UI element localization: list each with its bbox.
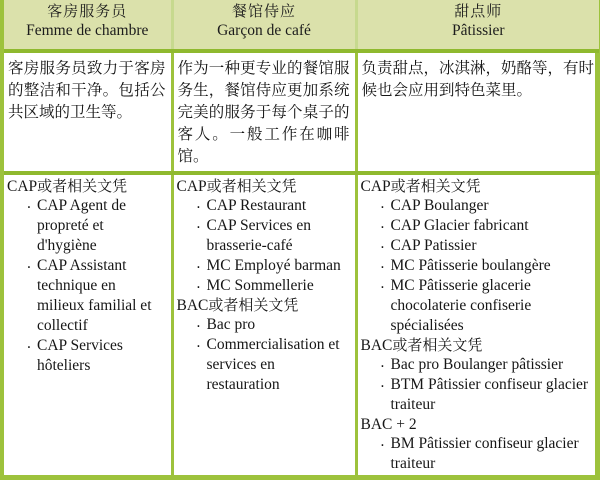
header-title-fr-3: Pâtissier (451, 22, 505, 39)
header-title-fr-2: Garçon de café (217, 22, 311, 39)
qualification-group-note: 或者相关文凭 (208, 296, 299, 314)
professions-table (4, 0, 599, 478)
qualification-list-item: . MC Pâtisserie glacerie chocolaterie confiserie spécialisées (380, 276, 596, 336)
qualification-group-note: 或者相关文凭 (206, 177, 297, 195)
qualification-group-level: CAP (360, 178, 391, 195)
qualification-list-item: . Bac pro Boulanger pâtissier (380, 355, 596, 375)
qualification-group-note: 或者相关文凭 (392, 336, 483, 354)
qualification-list-item: . CAP Services hôteliers (26, 336, 167, 376)
table-header-row (4, 0, 599, 51)
qualification-list-item: . CAP Restaurant (196, 196, 351, 216)
qualification-group-note: 或者相关文凭 (37, 177, 128, 195)
header-cell-femme-de-chambre (4, 0, 172, 51)
qualification-list-item: . MC Employé barman (196, 256, 351, 276)
description-text-3: 负责甜点，冰淇淋，奶酪等，有时候也会应用到特色菜里。 (361, 59, 595, 99)
qualifications-cell-garcon-de-cafe (172, 173, 356, 478)
header-title-cn-1: 客房服务员 (47, 2, 128, 20)
qualification-groups-3 (360, 177, 596, 474)
qualification-group-level: BAC (176, 297, 209, 314)
qualification-group-title (7, 177, 167, 196)
qualification-group-note: 或者相关文凭 (390, 177, 481, 195)
qualification-group-title (361, 415, 596, 434)
description-text-1: 客房服务员致力于客房的整洁和干净。包括公共区域的卫生等。 (8, 59, 166, 121)
qualification-list-item: . MC Sommellerie (196, 276, 351, 296)
table-description-row (4, 51, 599, 173)
qualification-list-item: . CAP Assistant technique en milieux familial et collectif (26, 256, 167, 336)
qualification-group-level: CAP (7, 178, 38, 195)
header-title-fr-1: Femme de chambre (26, 22, 149, 39)
description-cell-garcon-de-cafe (172, 51, 356, 173)
header-title-cn-3: 甜点师 (454, 2, 503, 20)
qualification-group-title (361, 177, 596, 196)
qualification-list-item: . BTM Pâtissier confiseur glacier traiteur (380, 375, 596, 415)
qualification-list (176, 315, 351, 395)
qualification-list-item: . CAP Boulanger (380, 196, 596, 216)
qualification-list-item: . CAP Services en brasserie-café (196, 216, 351, 256)
qualification-group-title (177, 177, 351, 196)
qualification-group-title (177, 296, 351, 315)
qualification-list-item: . BM Pâtissier confiseur glacier traiteur (380, 434, 596, 474)
qualification-list-item: . CAP Patissier (380, 236, 596, 256)
qualification-list-item: . MC Pâtisserie boulangère (380, 256, 596, 276)
header-title-cn-2: 餐馆侍应 (231, 2, 296, 20)
qualification-groups-2 (176, 177, 351, 395)
qualification-list-item: . Bac pro (196, 315, 351, 335)
header-cell-garcon-de-cafe (172, 0, 356, 51)
description-cell-patissier (356, 51, 599, 173)
qualification-group-level: CAP (176, 178, 207, 195)
qualification-list-item: . CAP Agent de propreté et d'hygiène (26, 196, 167, 256)
qualification-group-title (361, 336, 596, 355)
qualification-list-item: . CAP Glacier fabricant (380, 216, 596, 236)
qualification-list (360, 355, 596, 415)
description-cell-femme-de-chambre (4, 51, 172, 173)
header-cell-patissier (356, 0, 599, 51)
description-text-2: 作为一种更专业的餐馆服务生，餐馆侍应更加系统完美的服务于每个桌子的客人。一般工作在咖啡馆。 (177, 59, 350, 165)
qualification-list (176, 196, 351, 296)
qualification-group-level: BAC (360, 337, 393, 354)
qualifications-cell-patissier (356, 173, 599, 478)
qualification-group-level: BAC + 2 (360, 416, 417, 433)
qualification-list (360, 196, 596, 336)
qualification-list (6, 196, 167, 376)
table-qualifications-row (4, 173, 599, 478)
qualification-list-item: . Commercialisation et services en restauration (196, 335, 351, 395)
qualification-groups-1 (6, 177, 167, 376)
qualification-list (360, 434, 596, 474)
qualifications-cell-femme-de-chambre (4, 173, 172, 478)
